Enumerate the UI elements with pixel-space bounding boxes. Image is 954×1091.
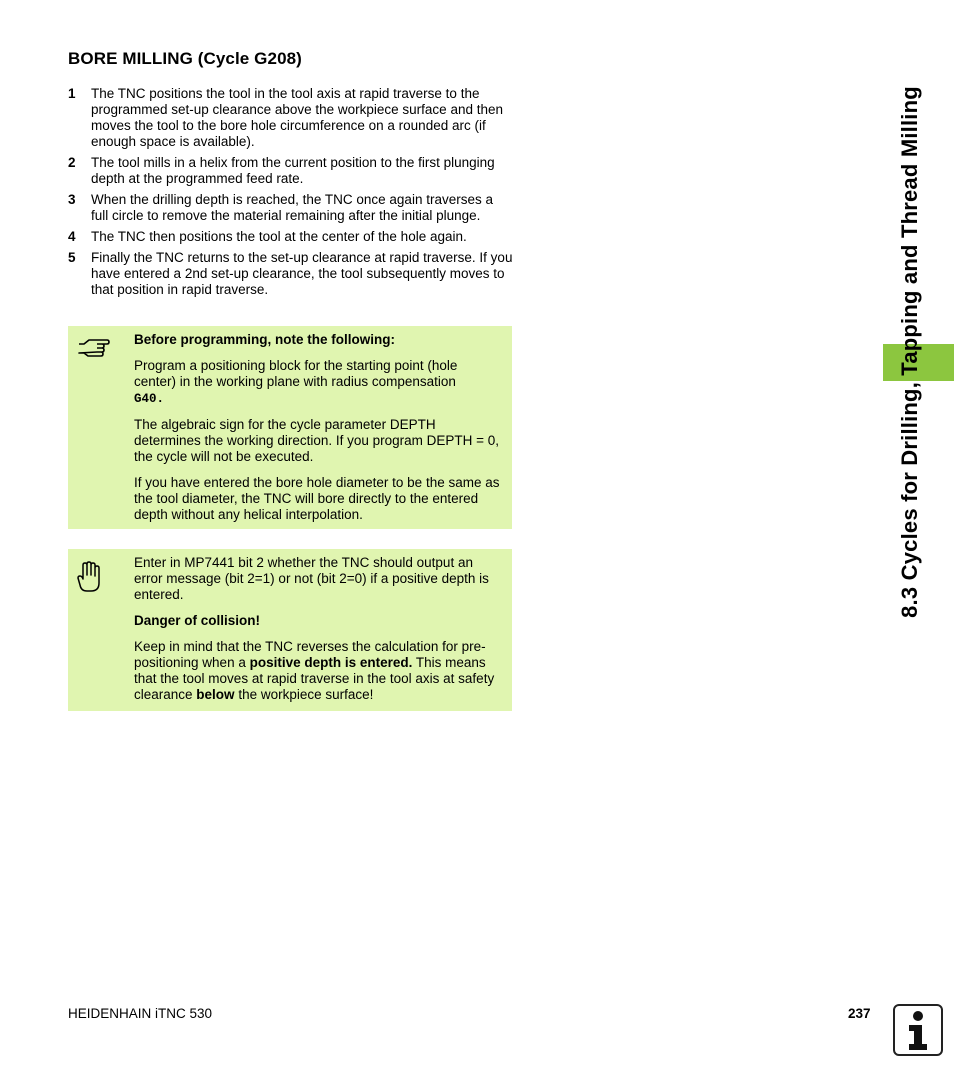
note-paragraph: [134, 639, 502, 703]
emphasis-text: below: [196, 687, 235, 702]
danger-heading: Danger of collision!: [134, 613, 261, 628]
section-heading: BORE MILLING (Cycle G208): [68, 49, 302, 68]
note-title: Before programming, note the following:: [134, 332, 395, 347]
emphasis-text: positive depth is entered.: [249, 655, 413, 670]
footer-product: HEIDENHAIN iTNC 530: [68, 1006, 213, 1021]
note-text: This means that the tool moves at rapid traverse in the tool axis at safety clearance: [134, 655, 495, 702]
step-list: [68, 86, 513, 303]
page-number: 237: [848, 1006, 871, 1021]
step-number: 5: [68, 250, 76, 265]
pointing-hand-icon: [77, 336, 111, 364]
step-number: 4: [68, 229, 76, 244]
step-text: The tool mills in a helix from the current position to the first plunging depth at the programmed feed rate.: [91, 155, 495, 186]
note-text: Keep in mind that the TNC reverses the calculation for pre-positioning when a: [134, 639, 486, 670]
note-text: Program a positioning block for the starting point (hole center) in the working plane with radius compensation: [134, 358, 458, 389]
chapter-title-text: 8.3 Cycles for Drilling, Tapping and Thread Milling: [897, 86, 922, 618]
code-text: G40.: [134, 392, 165, 406]
note-paragraph: Enter in MP7441 bit 2 whether the TNC should output an error message (bit 2=1) or not (bit 2=0) if a positive depth is entered.: [134, 555, 489, 602]
machine-hand-icon: [77, 561, 101, 597]
list-item: [68, 229, 513, 245]
step-text: The TNC then positions the tool at the center of the hole again.: [91, 229, 467, 244]
list-item: [68, 155, 513, 187]
list-item: [68, 86, 513, 150]
step-text: When the drilling depth is reached, the TNC once again traverses a full circle to remove the material remaining after the initial plunge.: [91, 192, 493, 223]
step-number: 3: [68, 192, 76, 207]
note-paragraph: [134, 358, 502, 407]
list-item: [68, 250, 513, 298]
list-item: [68, 192, 513, 224]
step-number: 2: [68, 155, 76, 170]
step-text: The TNC positions the tool in the tool axis at rapid traverse to the programmed set-up clearance above the workpiece surface and then moves the tool to the bore hole circumference on a rounded arc (if enough space is available).: [91, 86, 503, 149]
step-number: 1: [68, 86, 76, 101]
note-text: the workpiece surface!: [234, 687, 374, 702]
step-text: Finally the TNC returns to the set-up clearance at rapid traverse. If you have entered a 2nd set-up clearance, the tool subsequently moves to that position in rapid traverse.: [91, 250, 513, 297]
note-paragraph: The algebraic sign for the cycle parameter DEPTH determines the working direction. If you program DEPTH = 0, the cycle will not be executed.: [134, 417, 500, 464]
collision-warning-box: [68, 549, 512, 711]
info-icon: [893, 1004, 943, 1056]
programming-note-box: [68, 326, 512, 529]
note-paragraph: If you have entered the bore hole diameter to be the same as the tool diameter, the TNC will bore directly to the entered depth without any helical interpolation.: [134, 475, 500, 522]
